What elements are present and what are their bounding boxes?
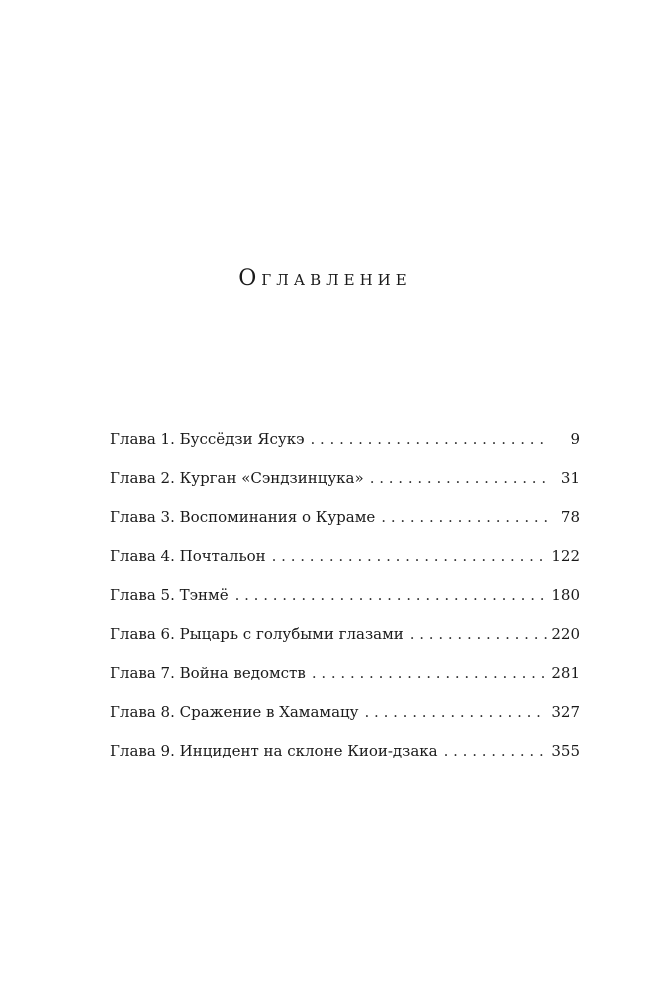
toc-leader-dots	[310, 428, 550, 450]
toc-entry-title: Глава 5. Тэнмё	[110, 586, 229, 604]
page-title: Оглавление	[238, 266, 412, 291]
toc-page-number: 327	[551, 703, 580, 721]
toc-entry[interactable]	[110, 662, 580, 701]
toc-entry-title: Глава 7. Война ведомств	[110, 664, 306, 682]
toc-leader-dots	[272, 545, 548, 567]
toc-leader-dots	[410, 623, 548, 645]
toc-entry-title: Глава 9. Инцидент на склоне Киои-дзака	[110, 742, 438, 760]
toc-entry-title: Глава 8. Сражение в Хамамацу	[110, 703, 359, 721]
toc-page-number: 122	[551, 547, 580, 565]
toc-entry[interactable]	[110, 584, 580, 623]
toc-entry-title: Глава 2. Курган «Сэндзинцука»	[110, 469, 364, 487]
toc-page-number: 31	[560, 469, 580, 487]
toc-leader-dots	[444, 740, 548, 762]
toc-entry[interactable]	[110, 506, 580, 545]
toc-entry[interactable]	[110, 545, 580, 584]
toc-leader-dots	[312, 662, 548, 684]
toc-page-number: 9	[570, 430, 580, 448]
toc-entry-title: Глава 4. Почтальон	[110, 547, 266, 565]
toc-page-number: 78	[560, 508, 580, 526]
toc-page-number: 355	[551, 742, 580, 760]
toc-entry-title: Глава 1. Буссёдзи Ясукэ	[110, 430, 305, 448]
toc-entry[interactable]	[110, 623, 580, 662]
toc-entry-title: Глава 6. Рыцарь с голубыми глазами	[110, 625, 404, 643]
toc-entry[interactable]	[110, 701, 580, 740]
toc-leader-dots	[365, 701, 548, 723]
toc-entry[interactable]	[110, 740, 580, 779]
toc-leader-dots	[370, 467, 550, 489]
toc-page-number: 180	[551, 586, 580, 604]
toc-entry-title: Глава 3. Воспоминания о Кураме	[110, 508, 376, 526]
toc-entry[interactable]	[110, 428, 580, 467]
table-of-contents	[110, 428, 580, 779]
toc-page-number: 220	[551, 625, 580, 643]
toc-page-number: 281	[551, 664, 580, 682]
toc-leader-dots	[235, 584, 548, 606]
toc-entry[interactable]	[110, 467, 580, 506]
toc-leader-dots	[381, 506, 550, 528]
